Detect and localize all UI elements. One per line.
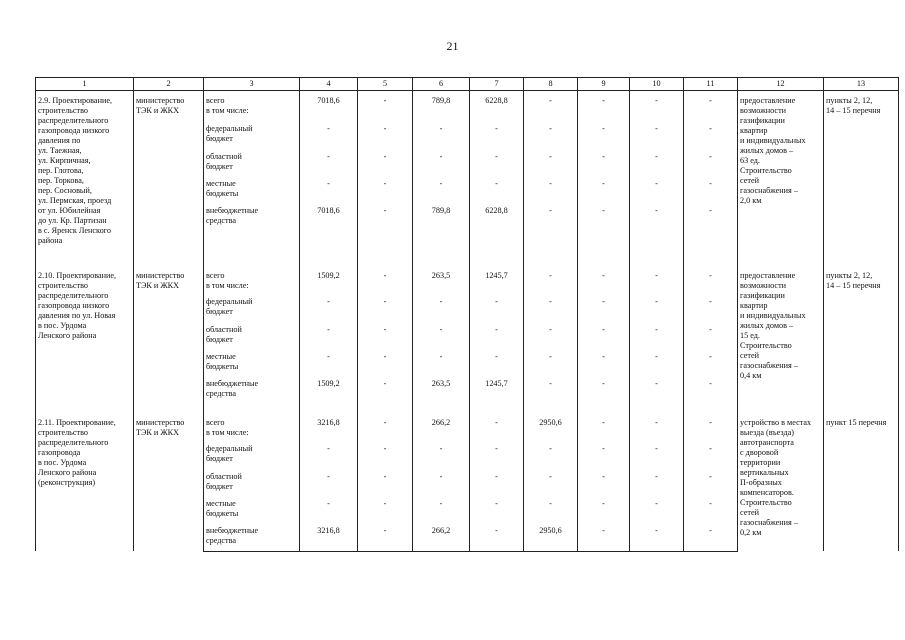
amount-cell: - [358,266,413,281]
list-points: пункты 2, 12, 14 – 15 перечня [824,266,899,413]
amount-cell: - [630,325,684,352]
amount-cell: - [300,179,358,206]
amount-cell: - [630,444,684,472]
amount-cell: - [684,152,738,179]
amount-cell: - [524,152,578,179]
amount-cell: - [578,444,630,472]
column-number: 3 [204,78,300,91]
amount-cell [413,281,470,297]
column-number: 10 [630,78,684,91]
amount-cell: - [578,266,630,281]
amount-cell: - [413,472,470,499]
column-number: 7 [470,78,524,91]
measure-title: 2.10. Проектирование, строительство распределительного газопровода низкого давления по ул. Новая в пос. Урдома Ленского района [36,266,134,413]
funding-source: в том числе: [204,281,300,297]
column-number: 4 [300,78,358,91]
amount-cell: 789,8 [413,91,470,107]
funding-source: всего [204,266,300,281]
column-number: 8 [524,78,578,91]
amount-cell [300,281,358,297]
funding-source: всего [204,91,300,107]
amount-cell: - [470,124,524,152]
amount-cell: - [630,266,684,281]
amount-cell: - [300,325,358,352]
amount-cell: 1245,7 [470,379,524,413]
expected-result: устройство в местах выезда (въезда) автотранспорта с дворовой территории вертикальных П-образных компенсаторов. Строительство сетей газоснабжения – 0,2 км [738,413,824,551]
amount-cell [358,281,413,297]
amount-cell: - [300,472,358,499]
amount-cell: - [684,526,738,551]
column-number: 13 [824,78,899,91]
amount-cell: - [684,472,738,499]
column-number: 6 [413,78,470,91]
amount-cell: - [300,499,358,526]
amount-cell: - [358,91,413,107]
measure-title: 2.9. Проектирование, строительство распределительного газопровода низкого давления по ул. Таежная, ул. Кирпичная, пер. Глотова, пер. Торкова, пер. Сосновый, ул. Пермская, проезд от ул. Юбилейная до ул. Кр. Партизан в с. Яренск Ленского района [36,91,134,267]
amount-cell: - [684,444,738,472]
amount-cell: 6228,8 [470,206,524,266]
amount-cell: - [413,297,470,325]
amount-cell: - [358,152,413,179]
amount-cell: - [358,297,413,325]
amount-cell: - [358,379,413,413]
amount-cell: - [684,297,738,325]
amount-cell: - [578,179,630,206]
amount-cell [630,281,684,297]
amount-cell: - [684,325,738,352]
executor: министерство ТЭК и ЖКХ [134,413,204,551]
amount-cell [358,106,413,124]
amount-cell: - [358,444,413,472]
amount-cell: - [684,499,738,526]
amount-cell: 2950,6 [524,526,578,551]
amount-cell: - [470,526,524,551]
funding-row [36,413,899,428]
amount-cell: - [578,124,630,152]
amount-cell: - [413,152,470,179]
amount-cell: 266,2 [413,526,470,551]
amount-cell: 6228,8 [470,91,524,107]
column-number: 1 [36,78,134,91]
amount-cell: - [630,472,684,499]
amount-cell: 1509,2 [300,266,358,281]
funding-source: местные бюджеты [204,179,300,206]
amount-cell [578,281,630,297]
amount-cell [684,281,738,297]
amount-cell: 3216,8 [300,413,358,428]
amount-cell: - [300,444,358,472]
amount-cell [470,106,524,124]
amount-cell: - [630,526,684,551]
amount-cell: - [578,526,630,551]
amount-cell: - [630,499,684,526]
amount-cell: - [524,325,578,352]
amount-cell [300,106,358,124]
funding-source: внебюджетные средства [204,526,300,551]
amount-cell: 2950,6 [524,413,578,428]
funding-row [36,91,899,107]
amount-cell: - [578,297,630,325]
expected-result: предоставление возможности газификации квартир и индивидуальных жилых домов – 15 ед. Строительство сетей газоснабжения – 0,4 км [738,266,824,413]
amount-cell: - [358,179,413,206]
amount-cell: - [630,91,684,107]
amount-cell: - [358,352,413,379]
amount-cell: - [524,206,578,266]
amount-cell: 266,2 [413,413,470,428]
amount-cell: - [524,499,578,526]
amount-cell: - [578,379,630,413]
amount-cell: - [684,179,738,206]
amount-cell: - [470,325,524,352]
list-points: пункт 15 перечня [824,413,899,551]
list-points: пункты 2, 12, 14 – 15 перечня [824,91,899,267]
funding-source: в том числе: [204,428,300,444]
funding-source: федеральный бюджет [204,297,300,325]
measure-title: 2.11. Проектирование, строительство распределительного газопровода в пос. Урдома Ленского района (реконструкция) [36,413,134,551]
amount-cell: - [684,352,738,379]
funding-row [36,266,899,281]
amount-cell: - [684,379,738,413]
amount-cell: - [413,325,470,352]
funding-source: местные бюджеты [204,499,300,526]
amount-cell: - [358,206,413,266]
amount-cell: - [578,472,630,499]
amount-cell [524,281,578,297]
amount-cell [413,428,470,444]
amount-cell: - [470,152,524,179]
amount-cell: - [630,352,684,379]
amount-cell: 3216,8 [300,526,358,551]
column-number: 2 [134,78,204,91]
amount-cell: - [470,179,524,206]
amount-cell: - [413,124,470,152]
amount-cell: - [630,179,684,206]
amount-cell: - [684,206,738,266]
amount-cell: - [413,499,470,526]
amount-cell: - [470,499,524,526]
amount-cell: - [578,152,630,179]
amount-cell: - [470,472,524,499]
funding-source: областной бюджет [204,325,300,352]
amount-cell: - [630,413,684,428]
amount-cell: 1509,2 [300,379,358,413]
funding-source: областной бюджет [204,472,300,499]
amount-cell [524,428,578,444]
column-number-row [36,78,899,91]
amount-cell: - [630,152,684,179]
column-number: 5 [358,78,413,91]
amount-cell [413,106,470,124]
amount-cell [358,428,413,444]
funding-source: местные бюджеты [204,352,300,379]
amount-cell: - [524,124,578,152]
amount-cell: - [684,91,738,107]
amount-cell: - [300,297,358,325]
amount-cell: - [524,91,578,107]
amount-cell [578,428,630,444]
amount-cell [578,106,630,124]
amount-cell [470,428,524,444]
amount-cell: - [578,352,630,379]
amount-cell: - [578,206,630,266]
executor: министерство ТЭК и ЖКХ [134,266,204,413]
program-table [35,77,899,552]
amount-cell: 7018,6 [300,206,358,266]
column-number: 9 [578,78,630,91]
amount-cell: - [578,499,630,526]
amount-cell: - [524,266,578,281]
amount-cell: - [524,379,578,413]
funding-source: в том числе: [204,106,300,124]
amount-cell [630,428,684,444]
amount-cell: - [630,206,684,266]
amount-cell [470,281,524,297]
amount-cell: 1245,7 [470,266,524,281]
amount-cell: - [300,152,358,179]
amount-cell: 263,5 [413,266,470,281]
amount-cell: - [470,297,524,325]
amount-cell: - [630,379,684,413]
amount-cell: - [684,266,738,281]
expected-result: предоставление возможности газификации квартир и индивидуальных жилых домов – 63 ед. Строительство сетей газоснабжения – 2,0 км [738,91,824,267]
amount-cell: - [578,91,630,107]
amount-cell: - [413,179,470,206]
amount-cell: - [630,297,684,325]
amount-cell [300,428,358,444]
amount-cell: - [524,297,578,325]
amount-cell: 789,8 [413,206,470,266]
amount-cell: 7018,6 [300,91,358,107]
amount-cell: - [524,179,578,206]
funding-source: внебюджетные средства [204,206,300,266]
executor: министерство ТЭК и ЖКХ [134,91,204,267]
amount-cell: - [630,124,684,152]
funding-source: областной бюджет [204,152,300,179]
amount-cell: - [684,413,738,428]
amount-cell [684,428,738,444]
funding-source: всего [204,413,300,428]
column-number: 12 [738,78,824,91]
amount-cell: - [524,472,578,499]
amount-cell: - [358,526,413,551]
funding-source: федеральный бюджет [204,124,300,152]
amount-cell: - [358,124,413,152]
amount-cell [524,106,578,124]
amount-cell: - [578,325,630,352]
amount-cell: - [358,472,413,499]
column-number: 11 [684,78,738,91]
amount-cell: - [358,499,413,526]
amount-cell: - [524,352,578,379]
funding-source: внебюджетные средства [204,379,300,413]
amount-cell [630,106,684,124]
amount-cell: - [578,413,630,428]
amount-cell: - [684,124,738,152]
page-number: 21 [446,39,459,53]
amount-cell: - [358,325,413,352]
amount-cell: - [300,124,358,152]
amount-cell: - [470,444,524,472]
amount-cell: - [413,444,470,472]
amount-cell: - [470,352,524,379]
amount-cell: - [300,352,358,379]
funding-source: федеральный бюджет [204,444,300,472]
amount-cell: - [524,444,578,472]
amount-cell: - [413,352,470,379]
amount-cell [684,106,738,124]
amount-cell: - [470,413,524,428]
amount-cell: - [358,413,413,428]
amount-cell: 263,5 [413,379,470,413]
